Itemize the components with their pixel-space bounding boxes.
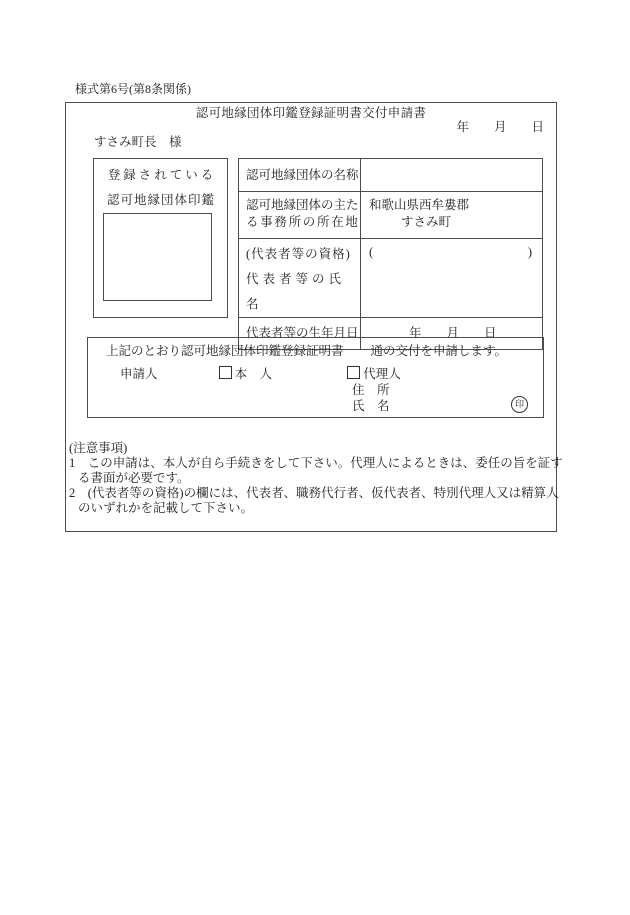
rep-title-name-label-cell [239,239,361,318]
rep-title-name-field[interactable] [361,239,543,318]
checkbox-proxy-label: 代理人 [363,367,401,381]
personal-seal-mark-icon: 印 [511,396,528,413]
applicant-name-field[interactable] [352,400,390,413]
org-name-field[interactable] [361,159,543,192]
rep-name-label: 代表者等の氏名 [246,272,346,311]
seal-caption-line1: 登録されている [107,168,217,182]
rep-title-open-paren: ( [369,245,374,259]
application-statement [106,345,507,358]
notes-section [69,441,563,516]
note-item-2-line-2: のいずれかを記載して下さい。 [78,501,254,515]
registered-seal-caption [94,159,227,213]
name-label: 氏 名 [352,399,390,413]
checkbox-self[interactable] [219,366,232,379]
statement-post: 通の交付を申請します。 [370,344,508,358]
office-address-value [361,192,543,239]
organization-info-table [238,158,543,350]
checkbox-proxy[interactable] [347,366,360,379]
address-label: 住 所 [352,383,390,397]
applicant-label: 申請人 [120,367,158,381]
registered-seal-box [93,158,228,318]
document-title: 認可地縁団体印鑑登録証明書交付申請書 [195,106,427,120]
form-number: 様式第6号(第8条関係) [75,82,191,96]
applicant-address-field[interactable] [352,384,390,397]
office-address-label-line1: 認可地縁団体の主た [246,198,359,212]
notes-heading: (注意事項) [69,441,128,455]
office-address-label-cell [239,192,361,239]
rep-birthdate-placeholder: 年 月 日 [409,326,497,340]
table-row [239,239,543,318]
org-name-label: 認可地縁団体の名称 [246,168,359,182]
org-name-label-cell [239,159,361,192]
application-statement-box [87,337,544,418]
rep-title-close-paren: ) [527,245,532,259]
office-address-line1: 和歌山県西牟婁郡 [369,198,470,212]
applicant-line [120,366,401,381]
note-item-2-line-1: 2 (代表者等の資格)の欄には、代表者、職務代行者、仮代表者、特別代理人又は精算人 [69,486,559,500]
statement-pre: 上記のとおり認可地縁団体印鑑登録証明書 [106,344,344,358]
registered-seal-imprint-area[interactable] [103,213,212,301]
addressee-mayor: すさみ町長 様 [94,135,182,149]
table-row [239,159,543,192]
note-item-1-line-1: 1 この申請は、本人が自ら手続きをして下さい。代理人によるときは、委任の旨を証す [69,456,563,470]
table-row [239,192,543,239]
office-address-label-line2: る事務所の所在地 [246,215,360,229]
note-item-1-line-2: る書面が必要です。 [78,471,190,485]
checkbox-self-label: 本 人 [234,367,273,381]
rep-title-label: (代表者等の資格) [246,247,351,261]
seal-caption-line2: 認可地縁団体印鑑 [106,193,215,207]
form-outer-border [65,102,563,532]
application-date-field[interactable]: 年 月 日 [456,120,544,134]
rep-birthdate-label: 代表者等の生年月日 [246,326,359,340]
office-address-line2: すさみ町 [401,215,452,229]
